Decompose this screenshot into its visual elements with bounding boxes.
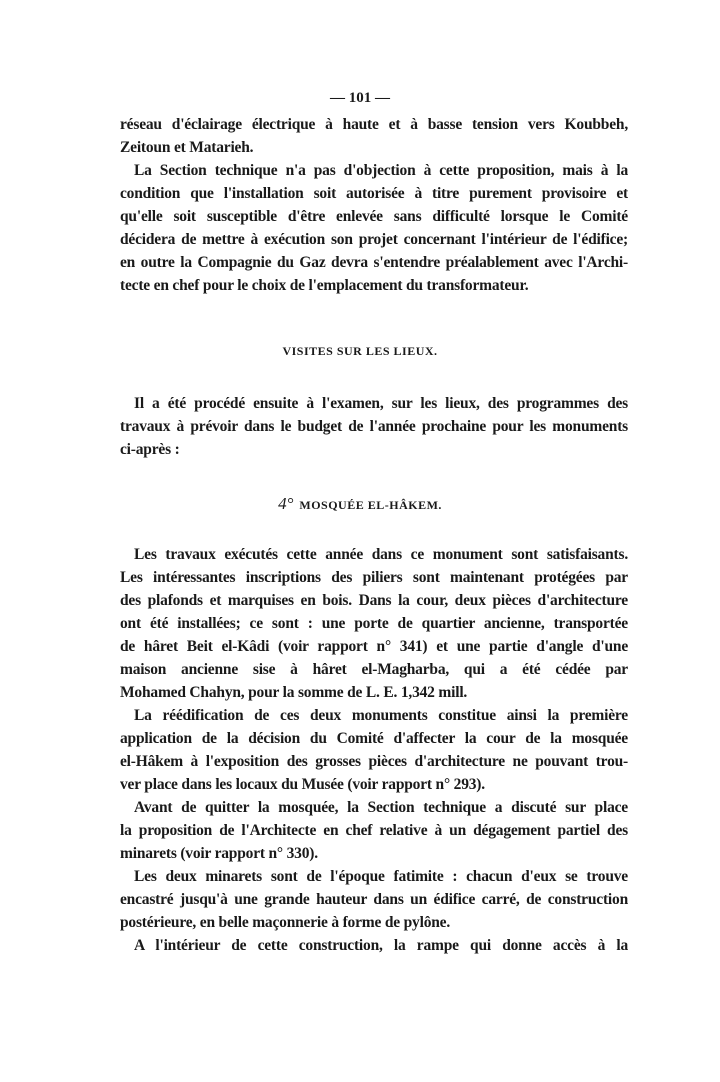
paragraph	[120, 865, 628, 934]
text-line: Les intéressantes inscriptions des piliers sont maintenant protégées par	[120, 569, 628, 586]
text-line: Avant de quitter la mosquée, la Section technique a discuté sur place	[134, 799, 628, 816]
text-line: encastré jusqu'à une grande hauteur dans un édifice carré, de construction	[120, 891, 628, 908]
page-number: — 101 —	[330, 90, 390, 106]
paragraph	[120, 392, 628, 461]
paragraph	[120, 159, 628, 297]
text-line: ver place dans les locaux du Musée (voir rapport n° 293).	[120, 776, 485, 793]
text-line: qu'elle soit susceptible d'être enlevée sans difficulté lorsque le Comité	[120, 208, 628, 225]
section-heading-mosquee	[0, 494, 720, 514]
text-line: Les deux minarets sont de l'époque fatimite : chacun d'eux se trouve	[134, 868, 628, 885]
text-line: maison ancienne sise à hâret el-Magharba, qui a été cédée par	[120, 661, 628, 678]
text-line: el-Hâkem à l'exposition des grosses pièces d'architecture ne pouvant trou-	[120, 753, 628, 770]
paragraph	[120, 934, 628, 957]
text-line: A l'intérieur de cette construction, la rampe qui donne accès à la	[134, 937, 628, 954]
text-line: en outre la Compagnie du Gaz devra s'entendre préalablement avec l'Archi-	[120, 254, 628, 271]
paragraph	[120, 113, 628, 159]
paragraph-block-visites	[120, 392, 628, 461]
text-line: Il a été procédé ensuite à l'examen, sur les lieux, des programmes des	[134, 395, 628, 412]
text-line: des plafonds et marquises en bois. Dans la cour, deux pièces d'architecture	[120, 592, 628, 609]
paragraph	[120, 704, 628, 796]
text-line: Mohamed Chahyn, pour la somme de L. E. 1,342 mill.	[120, 684, 468, 701]
paragraph	[120, 543, 628, 704]
text-line: ont été installées; ce sont : une porte de quartier ancienne, transportée	[120, 615, 628, 632]
section-heading-visites: VISITES SUR LES LIEUX.	[282, 344, 438, 358]
text-line: La réédification de ces deux monuments constitue ainsi la première	[134, 707, 628, 724]
text-line: application de la décision du Comité d'affecter la cour de la mosquée	[120, 730, 628, 747]
paragraph	[120, 796, 628, 865]
text-line: La Section technique n'a pas d'objection à cette proposition, mais à la	[134, 162, 628, 179]
text-line: Les travaux exécutés cette année dans ce monument sont satisfaisants.	[134, 546, 628, 563]
text-line: de hâret Beit el-Kâdi (voir rapport n° 341) et une partie d'angle d'une	[120, 638, 628, 655]
text-line: réseau d'éclairage électrique à haute et à basse tension vers Koubbeh,	[120, 116, 628, 133]
text-line: décidera de mettre à exécution son projet concernant l'intérieur de l'édifice;	[120, 231, 628, 248]
text-line: postérieure, en belle maçonnerie à forme de pylône.	[120, 914, 451, 931]
text-line: condition que l'installation soit autorisée à titre purement provisoire et	[120, 185, 628, 202]
paragraph-block-mosquee	[120, 543, 628, 957]
text-line: travaux à prévoir dans le budget de l'année prochaine pour les monuments	[120, 418, 628, 435]
section-title: MOSQUÉE EL-HÂKEM.	[299, 498, 442, 512]
text-line: ci-après :	[120, 441, 180, 458]
text-line: tecte en chef pour le choix de l'emplacement du transformateur.	[120, 277, 529, 294]
text-line: minarets (voir rapport n° 330).	[120, 845, 318, 862]
text-line: la proposition de l'Architecte en chef relative à un dégagement partiel des	[120, 822, 628, 839]
paragraph-block-intro	[120, 113, 628, 297]
text-line: Zeitoun et Matarieh.	[120, 139, 254, 156]
section-number: 4°	[278, 494, 294, 513]
